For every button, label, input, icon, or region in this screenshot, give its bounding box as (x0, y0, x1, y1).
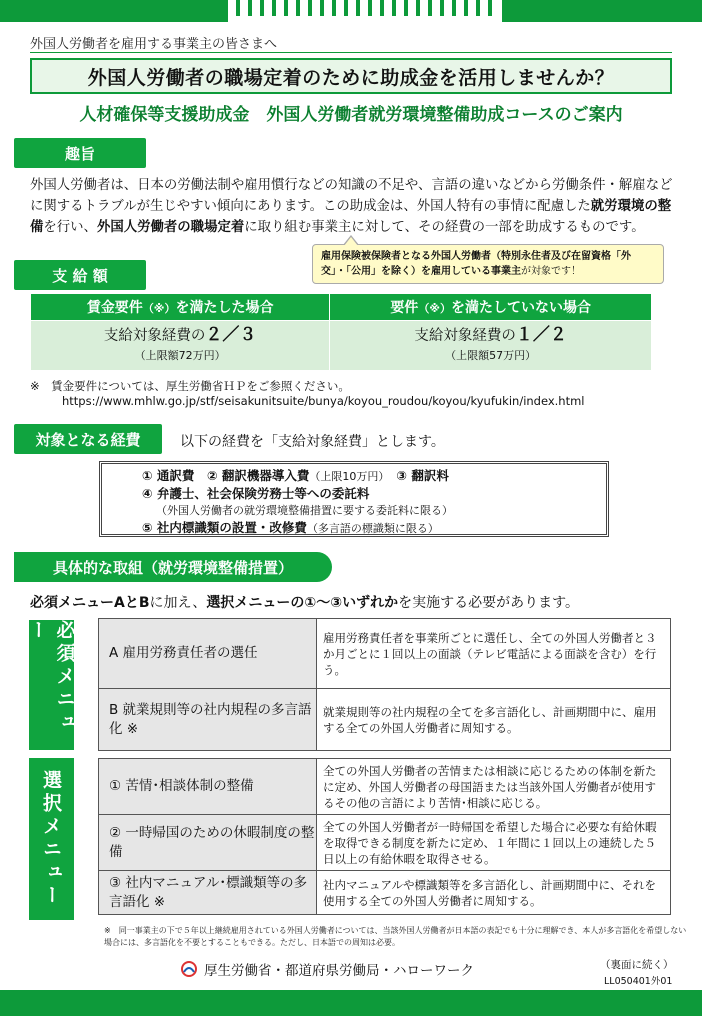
mhlw-url[interactable]: https://www.mhlw.go.jp/stf/seisakunitsuite/bunya/koyou_roudou/koyou/kyufukin/index.html (62, 394, 585, 408)
mhlw-logo-icon (180, 960, 198, 978)
bottom-banner (0, 990, 702, 1016)
top-banner-stripes (228, 0, 502, 22)
section-amount: 支 給 額 (14, 260, 146, 290)
table-row (99, 689, 671, 751)
top-banner (0, 0, 702, 22)
required-desc-b: 就業規則等の社内規程の全てを多言語化し、計画期間中に、雇用する全ての外国人労働者に周知する。 (317, 689, 671, 751)
required-label-b: B 就業規則等の社内規程の多言語化 ※ (99, 689, 317, 751)
optional-desc-2: 全ての外国人労働者が一時帰国を希望した場合に必要な有給休暇を取得できる制度を新たに定め、１年間に１回以上の連続した５日以上の有給休暇を取得させる。 (317, 815, 671, 871)
section-expenses: 対象となる経費 (14, 424, 162, 454)
optional-menu-table (98, 758, 671, 915)
table-row (99, 815, 671, 871)
document-code: LL050401外01 (604, 976, 673, 987)
pay-head-left: 賃金要件（※）を満たした場合 (31, 294, 330, 321)
divider (30, 52, 672, 53)
required-label-a: A 雇用労務責任者の選任 (99, 619, 317, 689)
purpose-text: 外国人労働者は、日本の労働法制や雇用慣行などの知識の不足や、言語の違いなどから労働条件・解雇などに関するトラブルが生じやすい傾向にあります。この助成金は、外国人特有の事情に配慮した就労環境の整備を行い、外国人労働者の職場定着に取り組む事業主に対して、その経費の一部を助成するものです。 (30, 178, 673, 235)
pay-cell-left: 支給対象経費の２／３ （上限額72万円） (31, 321, 330, 371)
table-row (99, 759, 671, 815)
optional-desc-1: 全ての外国人労働者の苦情または相談に応じるための体制を新たに定め、外国人労働者の母国語または当該外国人労働者が使用するその他の言語により苦情･相談に応じる。 (317, 759, 671, 815)
optional-label-1: ① 苦情･相談体制の整備 (99, 759, 317, 815)
expenses-box: ① 通訳費 ② 翻訳機器導入費（上限10万円） ③ 翻訳料 ④ 弁護士、社会保険労務士等への委託料 （外国人労働者の就労環境整備措置に要する委託料に限る） ⑤ 社内標識類の設置・改修費（多言語の標識類に限る） (99, 461, 609, 537)
optional-label-3: ③ 社内マニュアル･標識類等の多言語化 ※ (99, 871, 317, 915)
wage-note: ※ 賃金要件については、厚生労働省ＨＰをご参照ください。 https://www.mhlw.go.jp/stf/seisakunitsuite/bunya/koyou_roudou/koyou/kyufukin/index.html (30, 379, 585, 408)
section-purpose: 趣旨 (14, 138, 146, 168)
subhead: 人材確保等支援助成金 外国人労働者就労環境整備助成コースのご案内 (79, 105, 623, 125)
table-row (99, 871, 671, 915)
optional-menu-label: 選択メニュー (29, 758, 74, 920)
headline-box (30, 58, 672, 94)
required-menu-label: 必須メニュー (29, 620, 74, 750)
optional-label-2: ② 一時帰国のための休暇制度の整備 (99, 815, 317, 871)
pay-cell-right: 支給対象経費の１／２ （上限額57万円） (330, 321, 652, 371)
audience-line: 外国人労働者を雇用する事業主の皆さまへ (30, 37, 278, 52)
optional-desc-3: 社内マニュアルや標識類等を多言語化し、計画期間中に、それを使用する全ての外国人労働者に周知する。 (317, 871, 671, 915)
pay-head-right: 要件（※）を満たしていない場合 (330, 294, 652, 321)
required-desc-a: 雇用労務責任者を事業所ごとに選任し、全ての外国人労働者と３か月ごとに１回以上の面談（テレビ電話による面談を含む）を行う。 (317, 619, 671, 689)
continued-note: （裏面に続く） (600, 959, 674, 971)
table-row (99, 619, 671, 689)
section-measures: 具体的な取組（就労環境整備措置） (14, 552, 332, 582)
headline: 外国人労働者の職場定着のために助成金を活用しませんか？ (87, 66, 615, 89)
required-menu-table (98, 618, 671, 751)
expenses-intro: 以下の経費を「支給対象経費」とします。 (180, 434, 445, 450)
payment-table (30, 293, 652, 371)
measures-intro: 必須メニューAとBに加え、選択メニューの①～③いずれかを実施する必要があります。 (30, 595, 579, 611)
multilingual-footnote: ※ 同一事業主の下で５年以上継続雇用されている外国人労働者については、当該外国人労働者が日本語の表記でも十分に理解でき、本人が多言語化を希望しない場合には、多言語化を不要とすることもできる。ただし、日本語での周知は必要。 (104, 926, 687, 947)
eligibility-callout: 雇用保険被保険者となる外国人労働者（特別永住者及び在留資格「外交」・「公用」を除く）を雇用している事業主が対象です！ (312, 244, 664, 284)
ministry-footer: 厚生労働省・都道府県労働局・ハローワーク (180, 959, 474, 979)
